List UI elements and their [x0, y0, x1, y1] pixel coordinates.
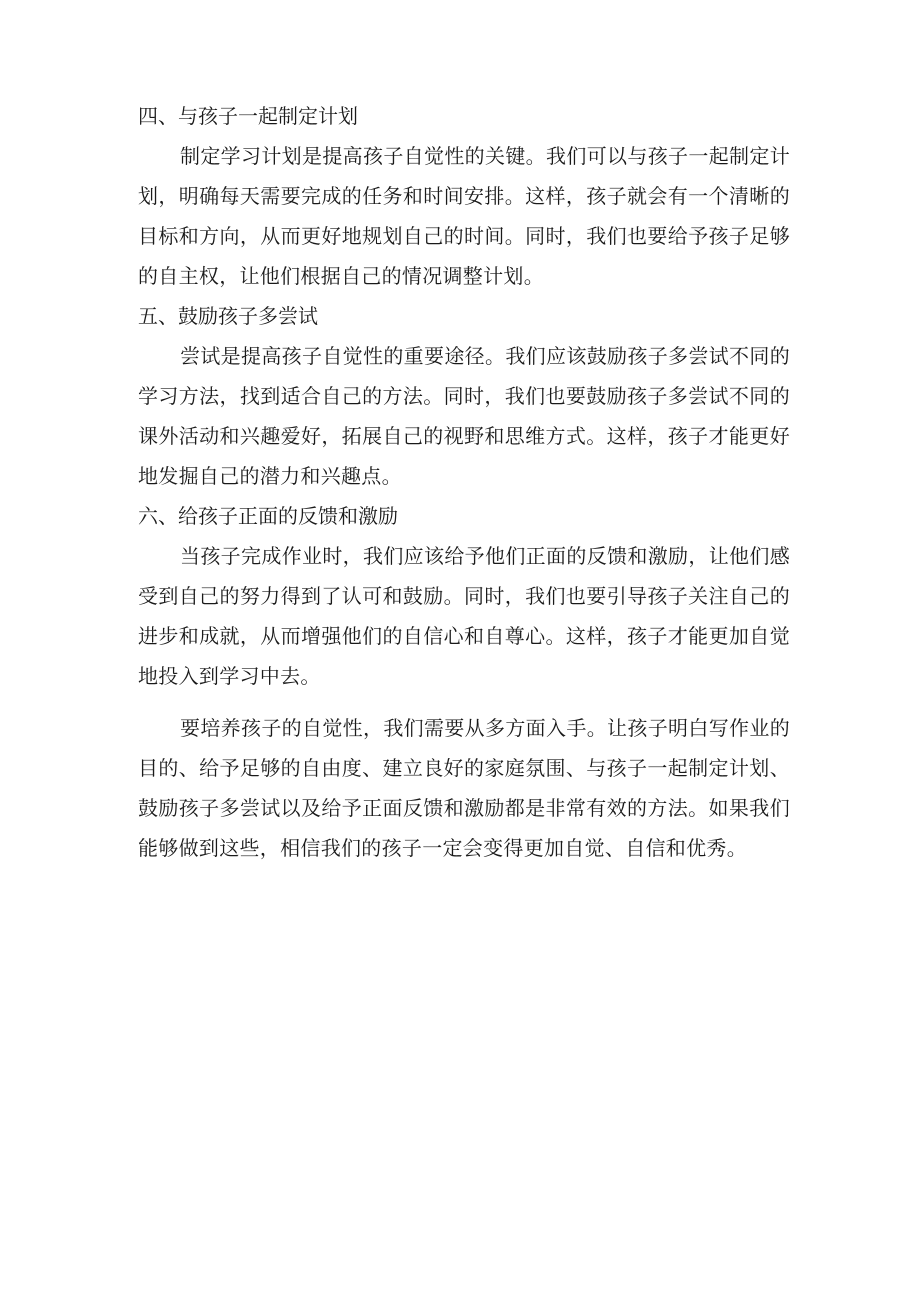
- summary-paragraph: 要培养孩子的自觉性，我们需要从多方面入手。让孩子明白写作业的目的、给予足够的自由度、建立良好的家庭氛围、与孩子一起制定计划、鼓励孩子多尝试以及给予正面反馈和激励都是非常有效的方法。如果我们能够做到这些，相信我们的孩子一定会变得更加自觉、自信和优秀。: [138, 716, 790, 860]
- section-paragraph-plan: 制定学习计划是提高孩子自觉性的关键。我们可以与孩子一起制定计划，明确每天需要完成的任务和时间安排。这样，孩子就会有一个清晰的目标和方向，从而更好地规划自己的时间。同时，我们也要给予孩子足够的自主权，让他们根据自己的情况调整计划。: [138, 144, 790, 288]
- document-body: [138, 96, 790, 868]
- section-heading-encourage: 五、鼓励孩子多尝试: [138, 304, 318, 328]
- section-heading-feedback: 六、给孩子正面的反馈和激励: [138, 504, 398, 528]
- section-heading-plan: 四、与孩子一起制定计划: [138, 104, 358, 128]
- section-paragraph-feedback: 当孩子完成作业时，我们应该给予他们正面的反馈和激励，让他们感受到自己的努力得到了认可和鼓励。同时，我们也要引导孩子关注自己的进步和成就，从而增强他们的自信心和自尊心。这样，孩子才能更加自觉地投入到学习中去。: [138, 544, 790, 688]
- section-paragraph-encourage: 尝试是提高孩子自觉性的重要途径。我们应该鼓励孩子多尝试不同的学习方法，找到适合自己的方法。同时，我们也要鼓励孩子多尝试不同的课外活动和兴趣爱好，拓展自己的视野和思维方式。这样，孩子才能更好地发掘自己的潜力和兴趣点。: [138, 344, 790, 488]
